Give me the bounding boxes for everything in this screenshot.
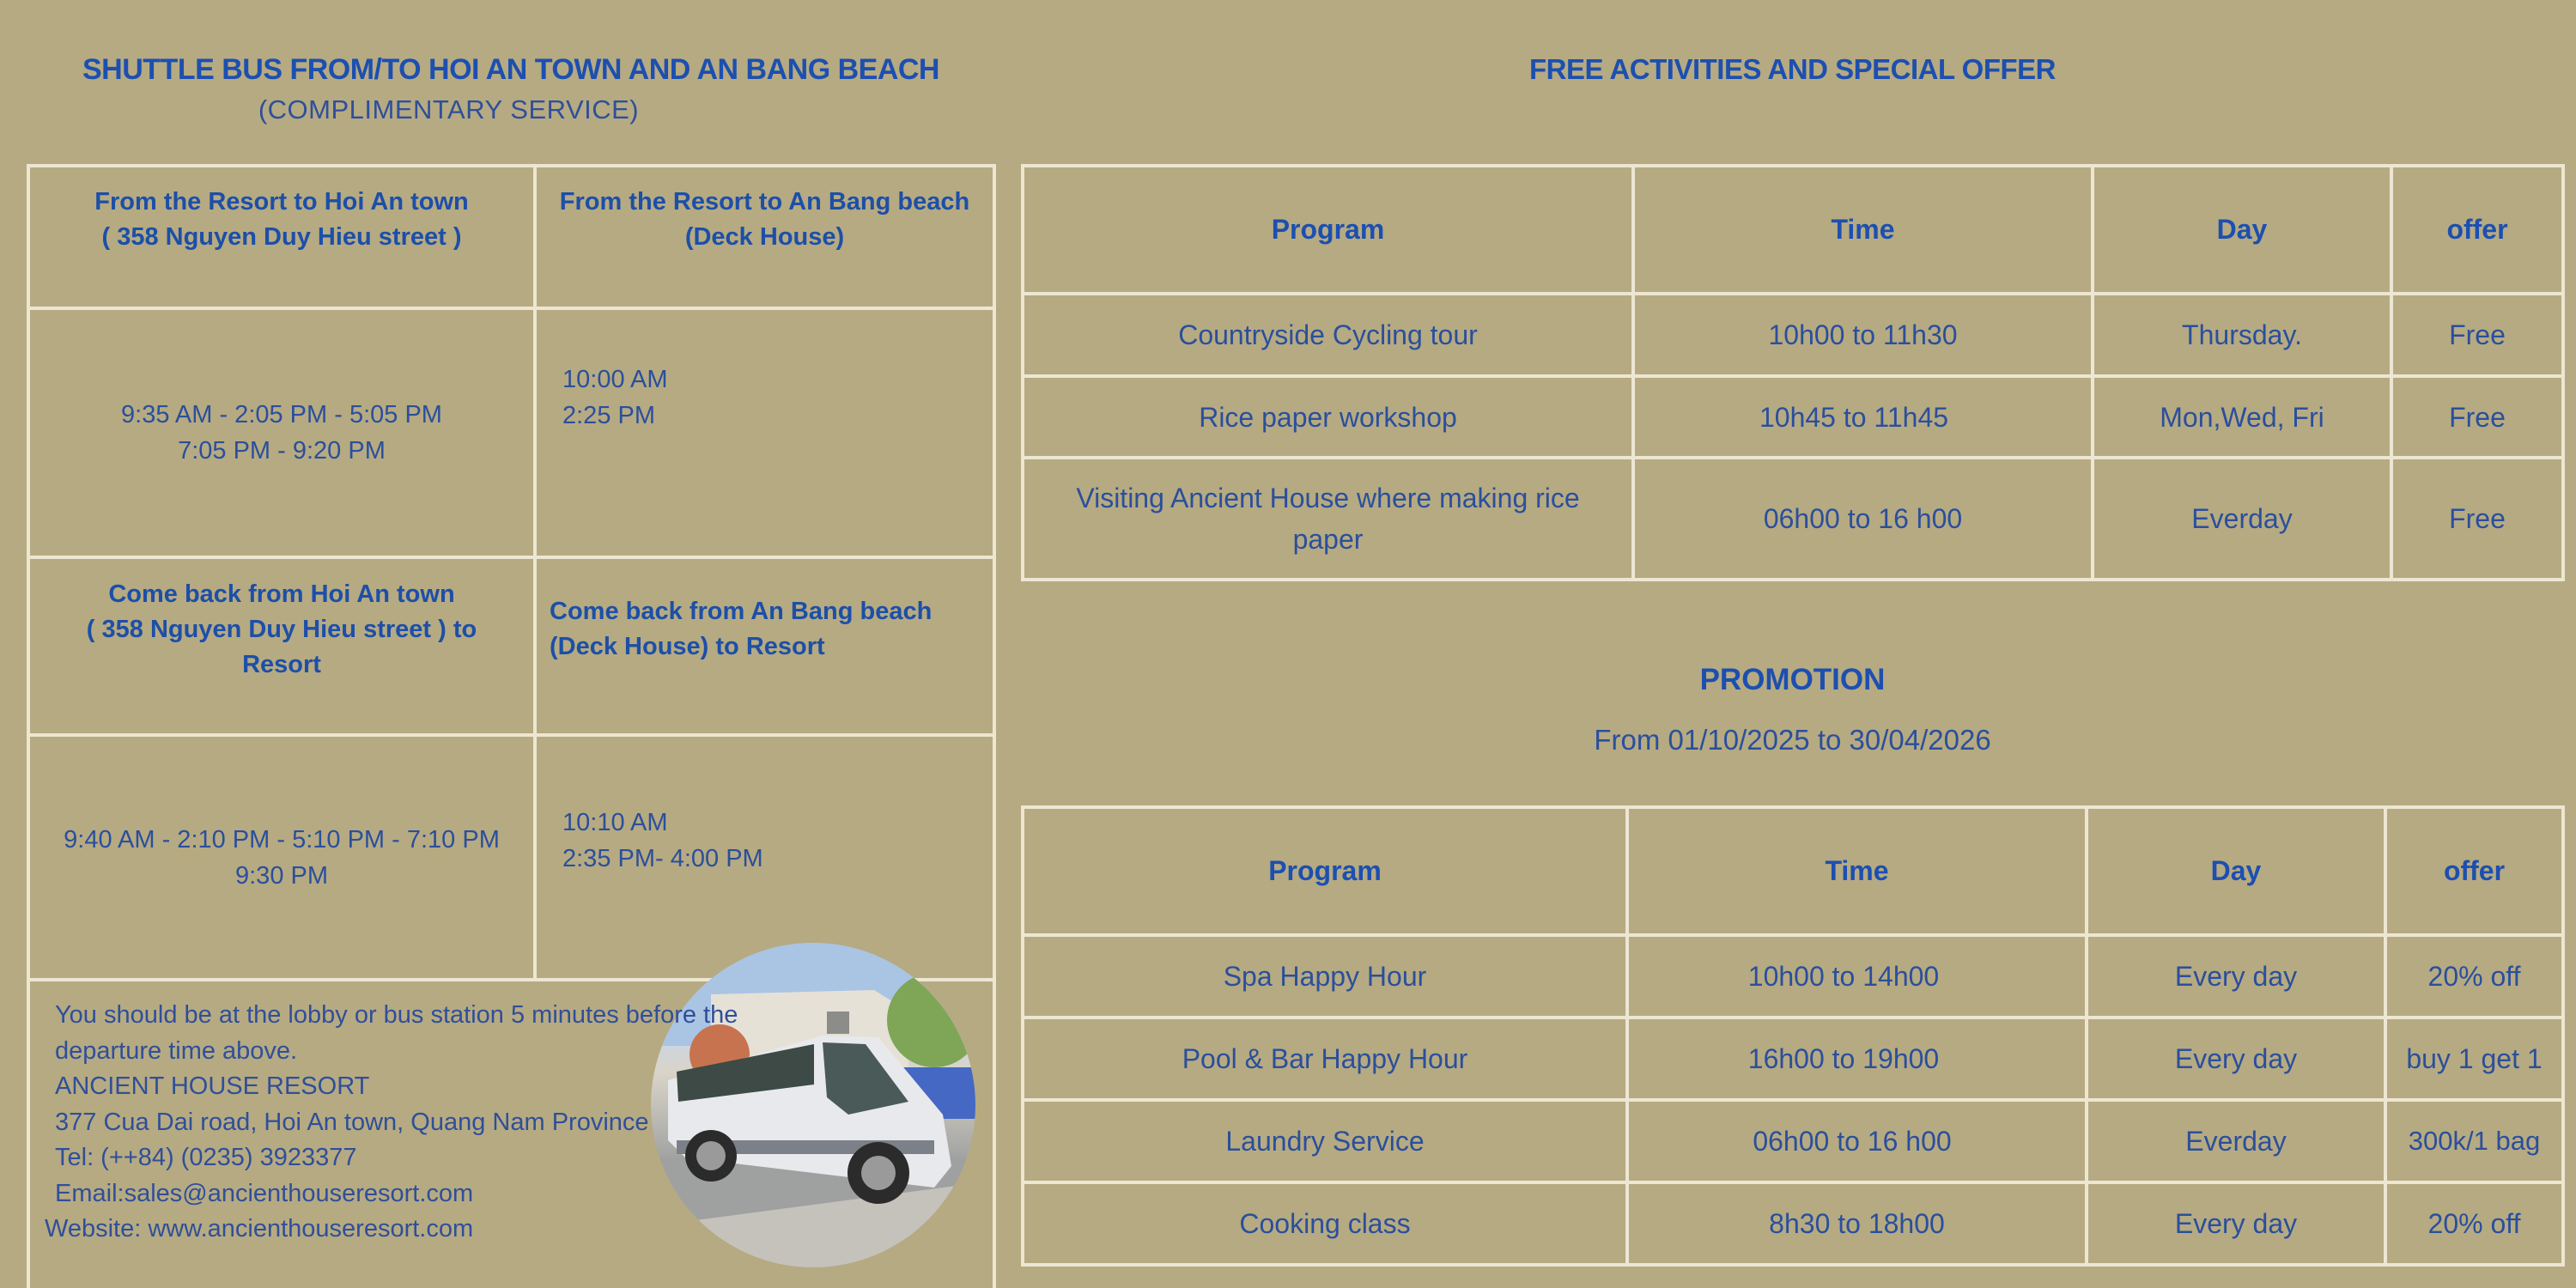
promotion-title: PROMOTION (1699, 663, 1886, 696)
table-row-program: Pool & Bar Happy Hour (1182, 1043, 1468, 1074)
table-row-program: Cooking class (1239, 1208, 1411, 1239)
col-header-time: Time (1825, 855, 1889, 886)
times-anbang-to-resort: 10:10 AM 2:35 PM- 4:00 PM (562, 809, 763, 872)
col-header-day: Day (2216, 214, 2268, 245)
table-row-offer: Free (2449, 503, 2506, 534)
table-row-offer: 300k/1 bag (2408, 1126, 2541, 1156)
arrival-note-line1: You should be at the lobby or bus station 5 minutes before the (55, 1001, 738, 1029)
resort-phone: Tel: (++84) (0235) 3923377 (55, 1144, 357, 1171)
table-row-day: Everday (2191, 503, 2293, 534)
header-anbang-to-resort: Come back from An Bang beach (Deck House) to Resort (550, 598, 933, 660)
col-header-program: Program (1268, 855, 1382, 886)
col-header-offer: offer (2446, 214, 2508, 245)
table-row-program: Countryside Cycling tour (1178, 319, 1478, 350)
table-row-day: Every day (2174, 1208, 2298, 1239)
arrival-note-line2: departure time above. (55, 1036, 298, 1065)
table-row-offer: Free (2449, 401, 2506, 433)
table-row-program: Rice paper workshop (1199, 401, 1457, 433)
header-hoian-to-resort: Come back from Hoi An town ( 358 Nguyen Duy Hieu street ) to Resort (86, 580, 477, 678)
times-resort-to-anbang: 10:00 AM 2:25 PM (562, 366, 668, 429)
shuttle-subtitle: (COMPLIMENTARY SERVICE) (258, 94, 640, 125)
col-header-day: Day (2210, 855, 2262, 886)
col-header-offer: offer (2443, 855, 2506, 886)
table-row-program: Visiting Ancient House where making rice paper (1076, 483, 1580, 555)
header-resort-to-hoian: From the Resort to Hoi An town ( 358 Nguyen Duy Hieu street ) (94, 188, 469, 251)
header-resort-to-anbang: From the Resort to An Bang beach (Deck House) (559, 188, 970, 251)
table-row-time: 10h00 to 11h30 (1768, 319, 1958, 350)
resort-name: ANCIENT HOUSE RESORT (55, 1072, 370, 1100)
table-row-day: Every day (2174, 1043, 2298, 1074)
times-resort-to-hoian: 9:35 AM - 2:05 PM - 5:05 PM 7:05 PM - 9:20 PM (121, 401, 442, 465)
table-row-offer: 20% off (2427, 961, 2521, 992)
times-hoian-to-resort: 9:40 AM - 2:10 PM - 5:10 PM - 7:10 PM 9:30 PM (64, 825, 500, 890)
resort-website[interactable]: Website: www.ancienthouseresort.com (45, 1215, 474, 1242)
table-row-time: 10h45 to 11h45 (1759, 401, 1949, 433)
col-header-time: Time (1831, 214, 1895, 245)
table-row-time: 8h30 to 18h00 (1769, 1208, 1945, 1239)
table-row-day: Thursday. (2182, 319, 2302, 350)
table-row-day: Every day (2174, 961, 2298, 992)
resort-email[interactable]: Email:sales@ancienthouseresort.com (55, 1179, 474, 1207)
table-row-time: 10h00 to 14h00 (1747, 961, 1940, 992)
free-activities-title: FREE ACTIVITIES AND SPECIAL OFFER (1529, 53, 2056, 85)
table-row-program: Spa Happy Hour (1223, 961, 1427, 992)
col-header-program: Program (1271, 214, 1385, 245)
table-row-time: 06h00 to 16 h00 (1763, 503, 1963, 534)
table-row-offer: buy 1 get 1 (2406, 1043, 2543, 1074)
shuttle-title: SHUTTLE BUS FROM/TO HOI AN TOWN AND AN BANG BEACH (82, 53, 939, 86)
table-row-program: Laundry Service (1225, 1126, 1425, 1157)
table-row-offer: 20% off (2427, 1208, 2521, 1239)
shuttle-footer (45, 998, 738, 1248)
table-row-offer: Free (2449, 319, 2506, 350)
table-row-time: 06h00 to 16 h00 (1753, 1126, 1952, 1157)
resort-address: 377 Cua Dai road, Hoi An town, Quang Nam Province (55, 1108, 649, 1136)
table-row-day: Everday (2185, 1126, 2287, 1157)
table-row-time: 16h00 to 19h00 (1747, 1043, 1940, 1074)
promotion-dates: From 01/10/2025 to 30/04/2026 (1594, 724, 1991, 756)
table-row-day: Mon,Wed, Fri (2160, 401, 2324, 433)
